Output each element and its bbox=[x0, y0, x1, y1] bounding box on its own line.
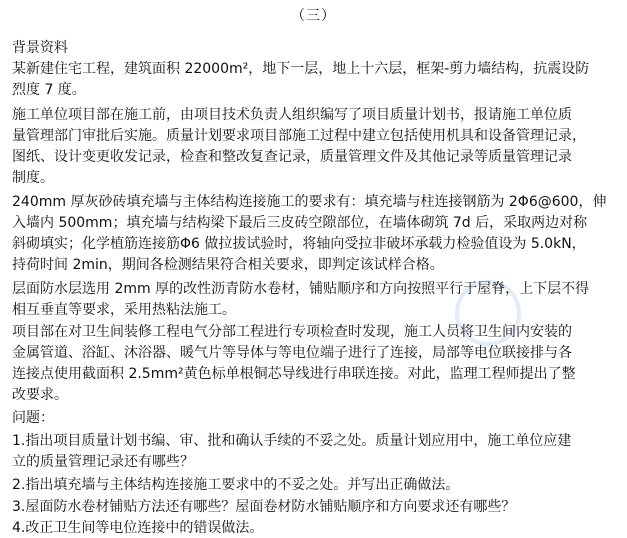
questions-heading: 问题： bbox=[12, 410, 54, 426]
paragraph-line: 斜砌填实；化学植筋连接筋Φ6 做拉拔试验时，将轴向受拉非破坏承载力检验值设为 5.0kN， bbox=[12, 236, 586, 252]
paragraph-line: 某新建住宅工程，建筑面积 22000m²，地下一层，地上十六层，框架-剪力墙结构，抗震设防 bbox=[12, 61, 590, 77]
background-heading: 背景资料 bbox=[12, 40, 68, 56]
paragraph-line: 相互垂直等要求，采用热粘法施工。 bbox=[12, 302, 236, 318]
question-line: 2.指出填充墙与主体结构连接施工要求中的不妥之处。并写出正确做法。 bbox=[12, 477, 460, 493]
paragraph-line: 层面防水层选用 2mm 厚的改性沥青防水卷材，铺贴顺序和方向按照平行于屋脊，上下层不得 bbox=[12, 281, 590, 297]
section-title: （三） bbox=[291, 8, 336, 24]
paragraph-line: 持荷时间 2min，期间各检测结果符合相关要求，即判定该试样合格。 bbox=[12, 257, 444, 273]
paragraph-line: 入墙内 500mm；填充墙与结构梁下最后三皮砖空隙部位，在墙体砌筑 7d 后，采取两边对称 bbox=[12, 215, 588, 231]
paragraph-line: 项目部在对卫生间装修工程电气分部工程进行专项检查时发现，施工人员将卫生间内安装的 bbox=[12, 324, 572, 340]
paragraph-line: 240mm 厚灰砂砖填充墙与主体结构连接施工的要求有：填充墙与柱连接钢筋为 2Φ6@600，伸 bbox=[12, 194, 607, 210]
question-line: 4.改正卫生间等电位连接中的错误做法。 bbox=[12, 520, 264, 536]
paragraph-line: 改要求。 bbox=[12, 387, 68, 403]
question-line: 立的质量管理记录还有哪些？ bbox=[12, 454, 194, 470]
paragraph-line: 连接点使用截面积 2.5mm²黄色标单根铜芯导线进行串联连接。对此，监理工程师提出了整 bbox=[12, 366, 576, 382]
question-line: 1.指出项目质量计划书编、审、批和确认手续的不妥之处。质量计划应用中，施工单位应建 bbox=[12, 433, 572, 449]
paragraph-line: 图纸、设计变更收发记录，检查和整改复查记录，质量管理文件及其他记录等质量管理记录 bbox=[12, 149, 572, 165]
paragraph-line: 量管理部门审批后实施。质量计划要求项目部施工过程中建立包括使用机具和设备管理记录， bbox=[12, 128, 586, 144]
question-line: 3.屋面防水卷材铺贴方法还有哪些？屋面卷材防水铺贴顺序和方向要求还有哪些？ bbox=[12, 499, 516, 515]
paragraph-line: 施工单位项目部在施工前，由项目技术负责人组织编写了项目质量计划书，报请施工单位质 bbox=[12, 107, 572, 123]
paragraph-line: 金属管道、浴缸、沐浴器、暖气片等导体与等电位端子进行了连接，局部等电位联接排与各 bbox=[12, 345, 572, 361]
paragraph-line: 制度。 bbox=[12, 170, 54, 186]
paragraph-line: 烈度 7 度。 bbox=[12, 82, 86, 98]
